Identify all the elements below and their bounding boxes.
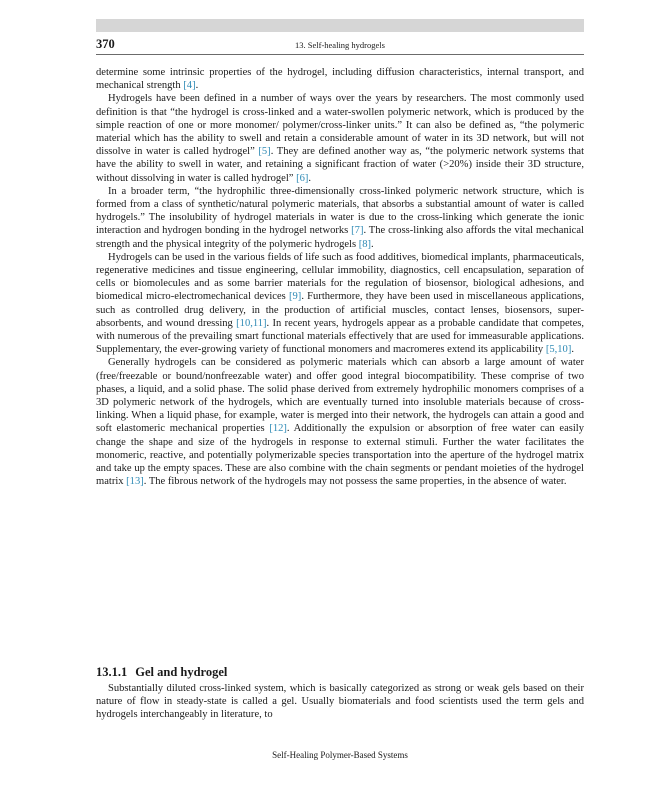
paragraph-text: . [308,172,312,184]
body-text [96,66,584,489]
paragraph [96,185,584,251]
paragraph-text: Hydrogels have been defined in a number of ways over the years by researchers. The most commonly used definition is that “the hydrogel is cross-linked and a water-swollen polymeric network, which is produced by the simple reaction of one or more monomer/ polymer/cross-linker units.” It can also be defined as, “the polymeric material which has the ability to swell and retain a considerable amount of water in its 3D network, but will not dissolve in water is called hydrogel” [96,93,584,158]
citation-link[interactable]: [7] [351,225,364,237]
section-number: 13.1.1 [96,665,128,679]
citation-link[interactable]: [4] [183,80,196,92]
paragraph [96,66,584,92]
header-rule [96,54,584,55]
section-heading [96,665,584,680]
page-number: 370 [96,37,115,51]
paragraph-text: . They are defined another way as, “the polymeric network systems that have the ability to swell in water, and retaining a significant fraction of water (>20%) inside their 3D structure, without dissolving in water is called hydrogel” [96,146,585,184]
citation-link[interactable]: [6] [296,172,309,184]
header-bar [96,19,584,32]
citation-link[interactable]: [9] [289,291,302,303]
citation-link[interactable]: [8] [358,238,372,250]
paragraph-text: . [195,80,199,92]
paragraph-text: . The fibrous network of the hydrogels may not possess the same properties, in the absence of water. [143,476,567,488]
citation-link[interactable]: [5,10] [545,344,572,356]
paragraph-text: . In recent years, hydrogels appear as a probable candidate that competes, with numerous of the prevailing smart functional materials effectively that are used for immeasurable applications. Supplementary, the ever-growing variety of functional monomers and macromeres extend its applicability [96,317,585,356]
paragraph-text: . [571,344,574,356]
paragraph [96,92,584,184]
paragraph [96,251,584,357]
citation-link[interactable]: [10,11] [236,317,267,329]
running-head: 13. Self-healing hydrogels [295,40,385,50]
citation-link[interactable]: [13] [126,476,144,488]
section-paragraph: Substantially diluted cross-linked system, which is basically categorized as strong or weak gels based on their nature of flow in steady-state is called a gel. Usually biomaterials and food scientists used the term gels and hydrogels interchangeably in literature, to [96,683,584,721]
paragraph-text: . The cross-linking also affords the vital mechanical strength and the physical integrity of the polymeric hydrogels [96,225,584,250]
section-text [96,682,584,722]
paragraph-text: Hydrogels can be used in the various fields of life such as food additives, biomedical implants, pharmaceuticals, regenerative medicines and tissue engineering, cellular immobility, diagnostics, cell encapsulation, separation of cells or biomolecules and as some barrier materials for the regulation of biosensor, biological adhesions, and biomedical micro-electromechanical devices [96,251,584,303]
paragraph-text: . Furthermore, they have been used in miscellaneous applications, such as controlled drug delivery, in the production of artificial muscles, contact lenses, biosensors, super-absorbents, and wound dressing [96,291,584,329]
paragraph-text: . [371,238,374,250]
citation-link[interactable]: [12] [269,423,287,435]
paragraph-text: determine some intrinsic properties of the hydrogel, including diffusion characteristics, internal transport, and mechanical strength [96,67,584,92]
citation-link[interactable]: [5] [258,146,271,158]
paragraph-text: Generally hydrogels can be considered as polymeric materials which can absorb a large amount of water (free/freezable or bound/nonfreezable water) and offer good integral biocompatibility. These comprise of two phases, a liquid, and a solid phase. The solid phase derived from extremely hydrophilic monomers comprises of a 3D polymeric network of the hydrogels, which are eventually turned into insoluble materials because of cross-linking. When a liquid phase, for example, water is merged into their network, the hydrogels can attain a good and soft elastomeric mechanical properties [96,357,584,435]
paragraph-text: . Additionally the expulsion or absorption of free water can easily change the shape and size of the hydrogels in response to external stimuli. Further the water facilitates the monomeric, reactive, and potentially polymerizable species transportation into the aperture of the hydrogel matrix and take up the empty spaces. These are also combine with the chain segments or pendant moieties of the hydrogel matrix [96,423,585,488]
paragraph-text: In a broader term, “the hydrophilic three-dimensionally cross-linked polymeric network structure, which is formed from a class of synthetic/natural polymeric materials, that absorbs a substantial amount of water is called hydrogels.” The insolubility of hydrogel materials in water is due to the cross-linking which generate the ionic interaction and hydrogen bonding in the hydrogel networks [96,185,584,237]
footer-book-title: Self-Healing Polymer-Based Systems [272,750,408,760]
section-title: Gel and hydrogel [135,665,228,679]
paragraph [96,356,584,488]
